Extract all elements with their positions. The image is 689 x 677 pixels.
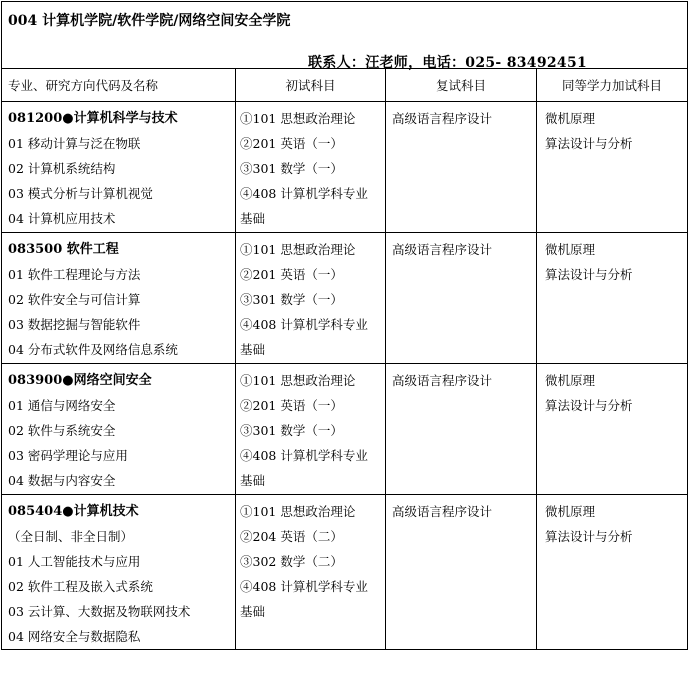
research-direction: 01 软件工程理论与方法	[8, 267, 141, 282]
research-direction: 01 移动计算与泛在物联	[8, 136, 141, 151]
exam-cell	[236, 495, 386, 650]
research-direction: 01 人工智能技术与应用	[8, 554, 141, 569]
header-retest: 复试科目	[386, 69, 537, 102]
exam-subject: 基础	[240, 211, 266, 226]
retest-subject: 高级语言程序设计	[392, 373, 493, 388]
exam-cell	[236, 364, 386, 495]
research-direction: 02 计算机系统结构	[8, 161, 116, 176]
exam-subject: ①101 思想政治理论	[240, 242, 356, 257]
school-title: 004 计算机学院/软件学院/网络空间安全学院	[8, 13, 291, 29]
extra-subject: 算法设计与分析	[545, 267, 633, 282]
extra-cell	[537, 102, 688, 233]
exam-subject: ①101 思想政治理论	[240, 111, 356, 126]
header-extra: 同等学力加试科目	[537, 69, 688, 102]
major-name: 083500 软件工程	[8, 242, 119, 257]
research-direction: （全日制、非全日制）	[8, 529, 134, 544]
program-row	[2, 495, 688, 650]
exam-subject: 基础	[240, 473, 266, 488]
research-direction: 04 分布式软件及网络信息系统	[8, 342, 178, 357]
major-name: 081200●计算机科学与技术	[8, 111, 178, 126]
extra-subject: 微机原理	[545, 504, 596, 519]
exam-subject: ④408 计算机学科专业	[240, 317, 368, 332]
research-direction: 04 计算机应用技术	[8, 211, 116, 226]
exam-subject: ①101 思想政治理论	[240, 504, 356, 519]
retest-subject: 高级语言程序设计	[392, 111, 493, 126]
extra-cell	[537, 364, 688, 495]
column-headers	[2, 69, 688, 102]
extra-subject: 算法设计与分析	[545, 136, 633, 151]
retest-cell	[386, 495, 537, 650]
research-direction: 02 软件安全与可信计算	[8, 292, 141, 307]
retest-cell	[386, 233, 537, 364]
exam-cell	[236, 233, 386, 364]
exam-subject: ④408 计算机学科专业	[240, 186, 368, 201]
exam-subject: ③301 数学（一）	[240, 423, 343, 438]
extra-cell	[537, 233, 688, 364]
extra-subject: 微机原理	[545, 373, 596, 388]
major-cell	[2, 102, 236, 233]
exam-subject: ④408 计算机学科专业	[240, 448, 368, 463]
research-direction: 02 软件工程及嵌入式系统	[8, 579, 153, 594]
program-row	[2, 102, 688, 233]
extra-cell	[537, 495, 688, 650]
exam-subject: 基础	[240, 604, 266, 619]
contact-info: 联系人：汪老师，电话：025- 83492451	[308, 55, 588, 71]
exam-subject: ②204 英语（二）	[240, 529, 343, 544]
major-cell	[2, 364, 236, 495]
exam-cell	[236, 102, 386, 233]
exam-subject: ②201 英语（一）	[240, 136, 343, 151]
major-cell	[2, 495, 236, 650]
exam-subject: ②201 英语（一）	[240, 398, 343, 413]
header-major: 专业、研究方向代码及名称	[2, 69, 236, 102]
research-direction: 03 云计算、大数据及物联网技术	[8, 604, 191, 619]
program-row	[2, 364, 688, 495]
research-direction: 03 数据挖掘与智能软件	[8, 317, 141, 332]
exam-subject: ④408 计算机学科专业	[240, 579, 368, 594]
exam-subject: ①101 思想政治理论	[240, 373, 356, 388]
program-row	[2, 233, 688, 364]
research-direction: 03 模式分析与计算机视觉	[8, 186, 153, 201]
major-name: 083900●网络空间安全	[8, 373, 152, 388]
research-direction: 01 通信与网络安全	[8, 398, 116, 413]
exam-subject: ③301 数学（一）	[240, 292, 343, 307]
exam-subject: ②201 英语（一）	[240, 267, 343, 282]
extra-subject: 算法设计与分析	[545, 398, 633, 413]
exam-subject: ③301 数学（一）	[240, 161, 343, 176]
research-direction: 04 网络安全与数据隐私	[8, 629, 141, 644]
major-cell	[2, 233, 236, 364]
research-direction: 02 软件与系统安全	[8, 423, 116, 438]
major-name: 085404●计算机技术	[8, 504, 139, 519]
retest-subject: 高级语言程序设计	[392, 242, 493, 257]
extra-subject: 微机原理	[545, 111, 596, 126]
admissions-table	[1, 1, 688, 650]
retest-cell	[386, 364, 537, 495]
retest-subject: 高级语言程序设计	[392, 504, 493, 519]
exam-subject: 基础	[240, 342, 266, 357]
research-direction: 03 密码学理论与应用	[8, 448, 128, 463]
exam-subject: ③302 数学（二）	[240, 554, 343, 569]
retest-cell	[386, 102, 537, 233]
header-cell	[2, 2, 688, 69]
extra-subject: 微机原理	[545, 242, 596, 257]
research-direction: 04 数据与内容安全	[8, 473, 116, 488]
extra-subject: 算法设计与分析	[545, 529, 633, 544]
header-exam: 初试科目	[236, 69, 386, 102]
